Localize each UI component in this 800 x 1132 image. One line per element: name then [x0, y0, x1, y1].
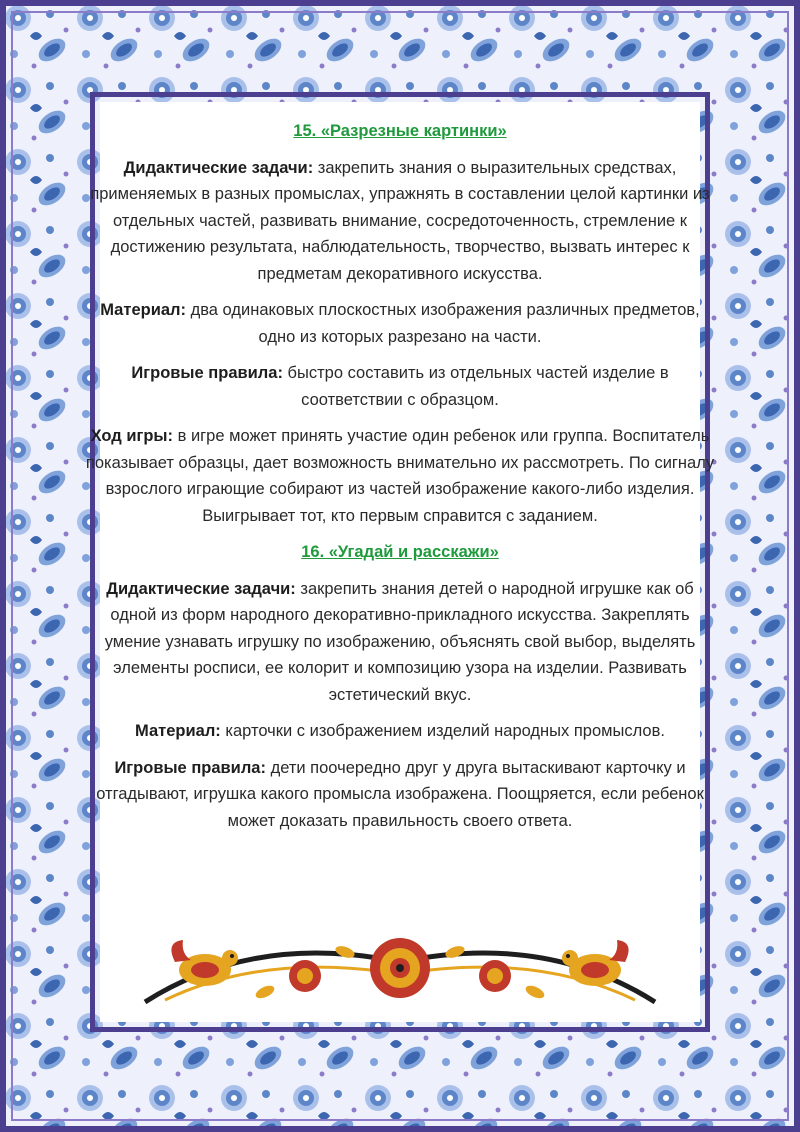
paragraph-didactic-tasks	[84, 576, 716, 709]
paragraph-material	[84, 718, 716, 745]
paragraph-game-process	[84, 423, 716, 529]
paragraph-game-rules	[84, 360, 716, 413]
paragraph-label: Дидактические задачи:	[123, 158, 314, 177]
paragraph-text: в игре может принять участие один ребенок или группа. Воспитатель показывает образцы, дает возможность внимательно их рассмотреть. По сигналу взрослого играющие собирают из частей изображение какого-либо изделия. Выигрывает тот, кто первым справится с заданием.	[85, 427, 715, 525]
paragraph-didactic-tasks	[84, 155, 716, 288]
paragraph-label: Материал:	[135, 722, 221, 740]
right-bird-icon	[562, 940, 629, 986]
paragraph-text: карточки с изображением изделий народных промыслов.	[220, 722, 665, 740]
paragraph-label: Материал:	[100, 301, 186, 319]
section-16	[84, 539, 716, 834]
paragraph-label: Игровые правила:	[131, 364, 283, 382]
paragraph-text: два одинаковых плоскостных изображения различных предметов, одно из которых разрезано на части.	[186, 301, 700, 346]
paragraph-text: быстро составить из отдельных частей изделие в соответствии с образцом.	[282, 364, 669, 409]
section-title: 16. «Угадай и расскажи»	[301, 543, 499, 561]
central-flower-icon	[370, 938, 430, 998]
paragraph-label: Ход игры:	[90, 427, 174, 445]
section-15	[84, 118, 716, 529]
paragraph-label: Дидактические задачи:	[106, 579, 296, 598]
document-content	[84, 112, 716, 844]
paragraph-material	[84, 297, 716, 350]
section-title: 15. «Разрезные картинки»	[293, 122, 507, 140]
paragraph-label: Игровые правила:	[114, 758, 266, 777]
paragraph-text: закрепить знания детей о народной игрушке как об одной из форм народного декоративно-прикладного искусства. Закреплять умение узнавать игрушку по изображению, объяснять свой выбор, выделять элементы росписи, ее колорит и композицию узора на изделии. Развивать эстетический вкус.	[104, 579, 696, 704]
paragraph-game-rules	[84, 755, 716, 835]
paragraph-text: дети поочередно друг у друга вытаскивают карточку и отгадывают, игрушка какого промысла изображена. Поощряется, если ребенок может доказать правильность своего ответа.	[96, 758, 704, 830]
folk-ornament-image	[135, 922, 665, 1014]
left-bird-icon	[171, 940, 238, 986]
paragraph-text: закрепить знания о выразительных средствах, применяемых в разных промыслах, упражнять в составлении целой картинки из отдельных частей, развивать внимание, сосредоточенность, стремление к достижению результата, наблюдательность, творчество, вызвать интерес к предметам декоративного искусства.	[90, 158, 710, 283]
